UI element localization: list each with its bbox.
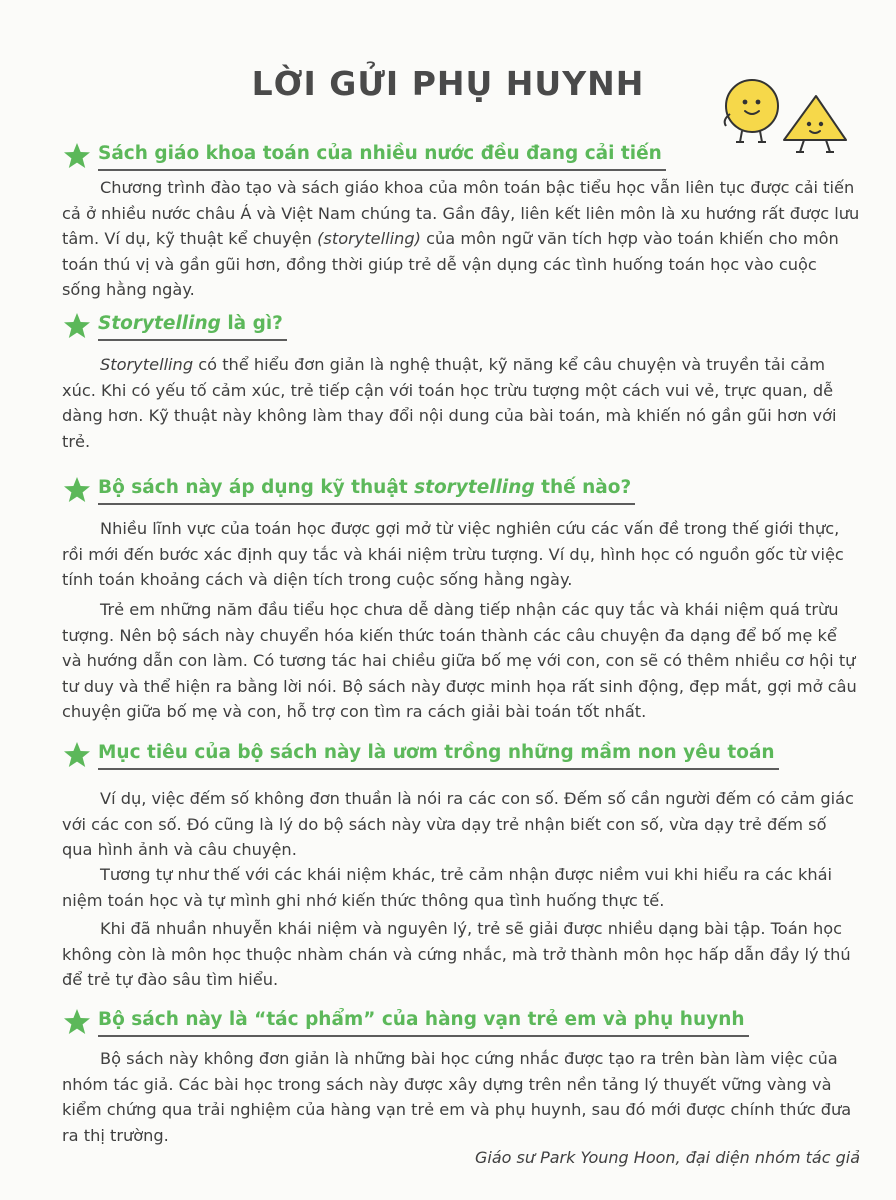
section-heading-text: Mục tiêu của bộ sách này là ươm trồng những mầm non yêu toán xyxy=(98,740,779,770)
paragraph-text: Chương trình đào tạo và sách giáo khoa của môn toán bậc tiểu học vẫn liên tục được cải tiến cả ở nhiều nước châu Á và Việt Nam chúng ta. Gần đây, liên kết liên môn là xu hướng rất được lưu tâm. Ví dụ, kỹ thuật kể chuyện xyxy=(62,178,860,248)
star-icon xyxy=(62,740,92,770)
paragraph-text: có thể hiểu đơn giản là nghệ thuật, kỹ năng kể câu chuyện và truyền tải cảm xúc. Khi có yếu tố cảm xúc, trẻ tiếp cận với toán học trừu tượng một cách vui vẻ, trực quan, dễ dàng hơn. Kỹ thuật này không làm thay đổi nội dung của bài toán, mà khiến nó gần gũi hơn với trẻ. xyxy=(62,355,837,451)
paragraph-text: Nhiều lĩnh vực của toán học được gợi mở từ việc nghiên cứu các vấn đề trong thế giới thực, rồi mới đến bước xác định quy tắc và khái niệm trừu tượng. Ví dụ, hình học có nguồn gốc từ việc tính toán khoảng cách và diện tích trong cuộc sống hằng ngày. xyxy=(62,519,844,589)
star-icon xyxy=(62,1007,92,1037)
section-heading-text xyxy=(98,475,635,505)
section-heading-text: Sách giáo khoa toán của nhiều nước đều đang cải tiến xyxy=(98,141,666,171)
paragraph xyxy=(62,175,860,303)
heading-italic-text: Storytelling xyxy=(98,313,221,334)
heading-text: thế nào? xyxy=(534,477,632,498)
paragraph xyxy=(62,516,860,593)
paragraph-text: Ví dụ, việc đếm số không đơn thuần là nói ra các con số. Đếm số cần người đếm có cảm giác với các con số. Đó cũng là lý do bộ sách này vừa dạy trẻ nhận biết con số, vừa dạy trẻ đếm số qua hình ảnh và câu chuyện. xyxy=(62,789,854,859)
smiley-circle-mascot xyxy=(725,80,778,142)
paragraph-italic-text: (storytelling) xyxy=(317,229,421,248)
heading-text: Bộ sách này áp dụng kỹ thuật xyxy=(98,477,415,498)
section-heading-1 xyxy=(62,139,666,173)
heading-italic-text: storytelling xyxy=(414,477,535,498)
star-icon xyxy=(62,141,92,171)
star-icon xyxy=(62,475,92,505)
paragraph xyxy=(62,597,860,725)
paragraph xyxy=(62,352,860,454)
star-icon xyxy=(62,311,92,341)
heading-text: là gì? xyxy=(220,313,283,334)
section-heading-4 xyxy=(62,738,779,772)
section-heading-text xyxy=(98,311,287,341)
paragraph-text: Bộ sách này không đơn giản là những bài học cứng nhắc được tạo ra trên bàn làm việc của nhóm tác giả. Các bài học trong sách này được xây dựng trên nền tảng lý thuyết vững vàng và kiểm chứng qua trải nghiệm của hàng vạn trẻ em và phụ huynh, sau đó mới được chính thức đưa ra thị trường. xyxy=(62,1049,852,1145)
paragraph-text: Khi đã nhuần nhuyễn khái niệm và nguyên lý, trẻ sẽ giải được nhiều dạng bài tập. Toán học không còn là môn học thuộc nhàm chán và cứng nhắc, mà trở thành môn học hấp dẫn đầy lý thú để trẻ tự đào sâu tìm hiểu. xyxy=(62,919,851,989)
section-heading-text: Bộ sách này là “tác phẩm” của hàng vạn trẻ em và phụ huynh xyxy=(98,1007,749,1037)
paragraph xyxy=(62,1046,860,1148)
paragraph-text: của môn ngữ văn tích hợp vào toán khiến cho môn toán thú vị và gần gũi hơn, đồng thời giúp trẻ dễ vận dụng các tình huống toán học vào cuộc sống hằng ngày. xyxy=(62,229,839,299)
author-signature: Giáo sư Park Young Hoon, đại diện nhóm tác giả xyxy=(475,1148,860,1167)
paragraph xyxy=(62,916,860,993)
mascot-illustration xyxy=(712,74,872,164)
paragraph-text: Trẻ em những năm đầu tiểu học chưa dễ dàng tiếp nhận các quy tắc và khái niệm quá trừu tượng. Nên bộ sách này chuyển hóa kiến thức toán thành các câu chuyện đa dạng để bố mẹ kể và hướng dẫn con làm. Có tương tác hai chiều giữa bố mẹ với con, con sẽ có thêm nhiều cơ hội tự tư duy và thể hiện ra bằng lời nói. Bộ sách này được minh họa rất sinh động, đẹp mắt, gợi mở câu chuyện giữa bố mẹ và con, hỗ trợ con tìm ra cách giải bài toán tốt nhất. xyxy=(62,600,857,721)
section-heading-3 xyxy=(62,473,635,507)
paragraph xyxy=(62,862,860,913)
paragraph-text: Tương tự như thế với các khái niệm khác, trẻ cảm nhận được niềm vui khi hiểu ra các khái niệm toán học và tự mình ghi nhớ kiến thức thông qua tình huống thực tế. xyxy=(62,865,832,910)
page-title: LỜI GỬI PHỤ HUYNH xyxy=(251,64,645,103)
section-heading-2 xyxy=(62,309,287,343)
section-heading-5 xyxy=(62,1005,749,1039)
paragraph-italic-text: Storytelling xyxy=(100,355,194,374)
paragraph xyxy=(62,786,860,863)
triangle-mascot xyxy=(784,96,846,152)
